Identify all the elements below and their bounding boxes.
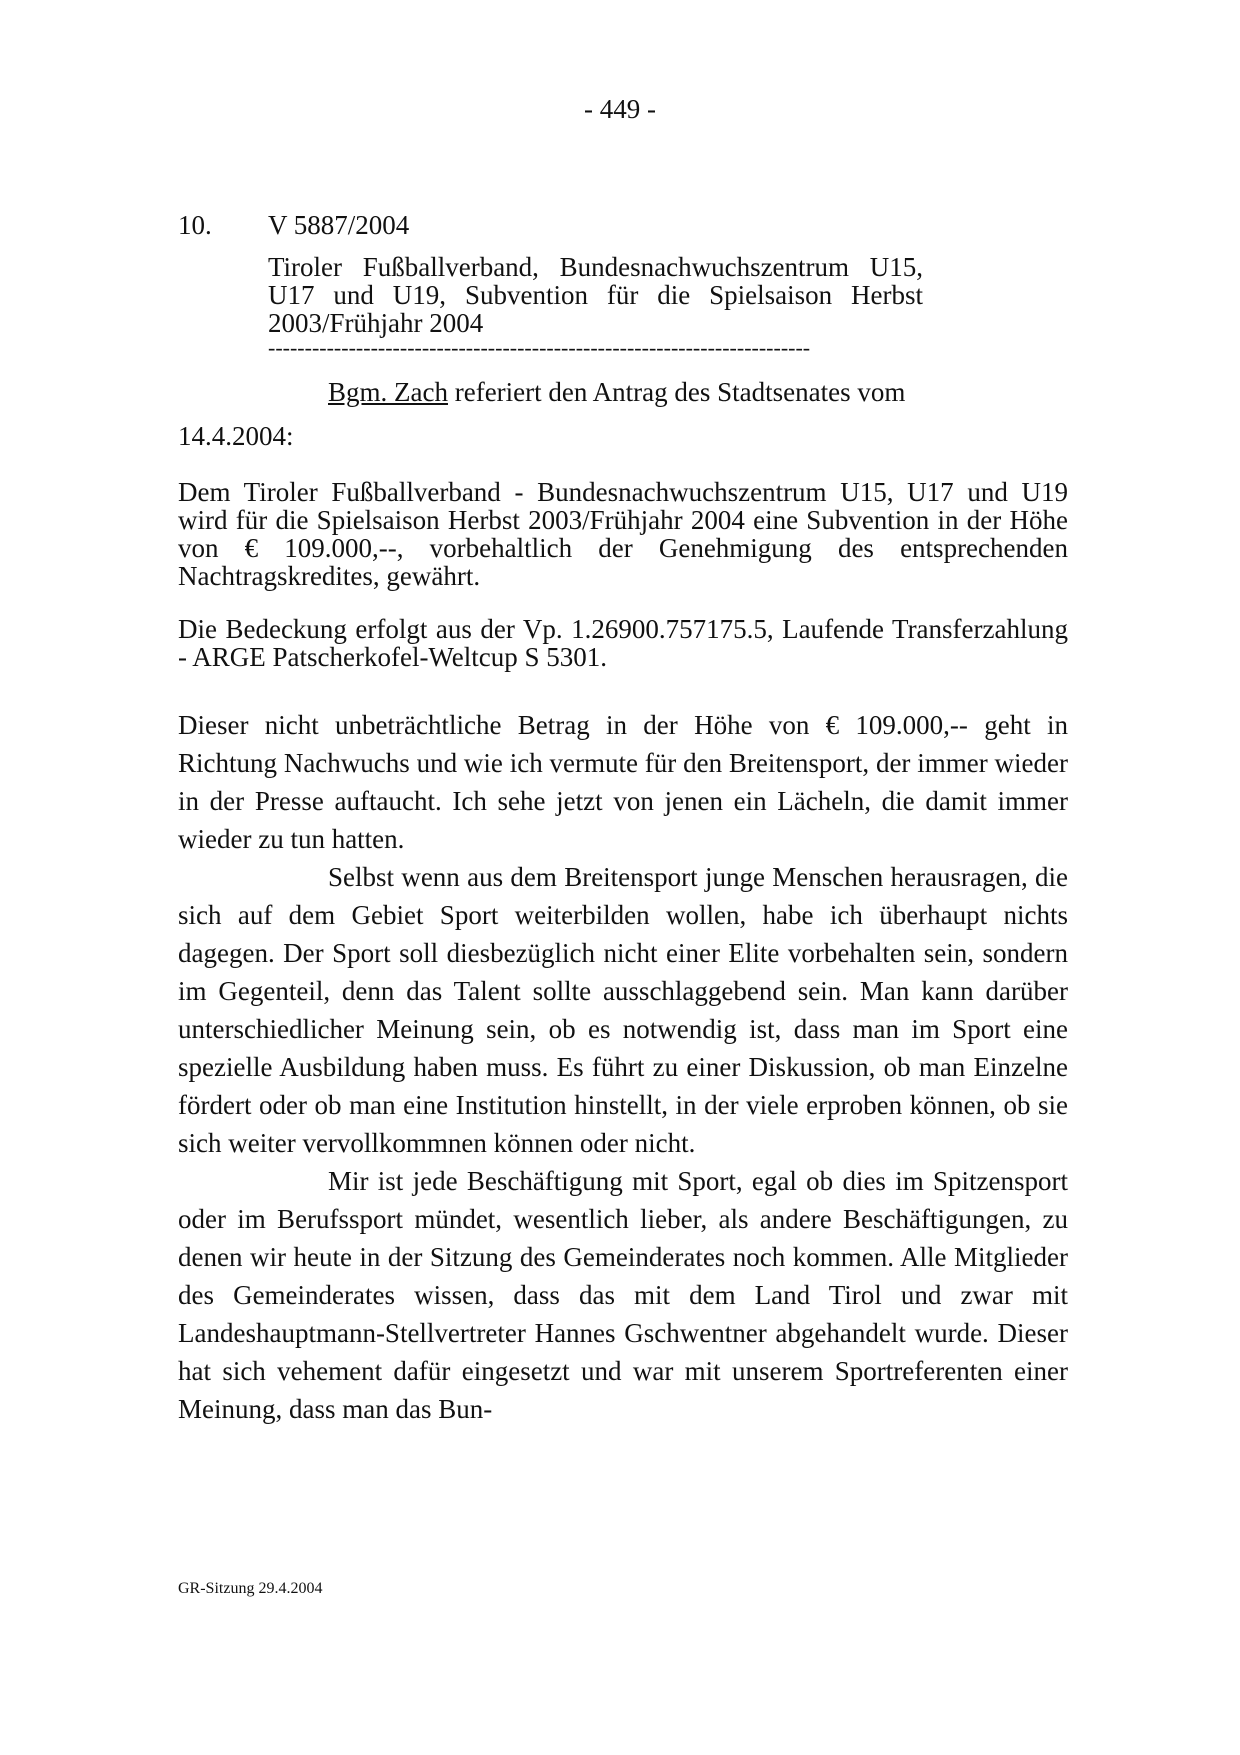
footer-session-label: GR-Sitzung 29.4.2004 bbox=[178, 1580, 323, 1597]
speech-text bbox=[178, 706, 1068, 1428]
agenda-item-code: V 5887/2004 bbox=[268, 210, 410, 240]
motion-paragraph: Dem Tiroler Fußballverband - Bundesnachwuchszentrum U15, U17 und U19 wird für die Spielsaison Herbst 2003/Frühjahr 2004 eine Subvention in der Höhe von € 109.000,--, vorbehaltlich der Genehmigung des entsprechenden Nachtragskredites, gewährt. bbox=[178, 477, 1068, 591]
intro-text: referiert den Antrag des Stadtsenates vom bbox=[447, 377, 906, 407]
motion-date: 14.4.2004: bbox=[178, 421, 294, 451]
divider-line: -------------------------------------------------------------------------- bbox=[268, 338, 811, 358]
speech-paragraph: Selbst wenn aus dem Breitensport junge Menschen herausragen, die sich auf dem Gebiet Sport weiterbilden wollen, habe ich überhaupt nichts dagegen. Der Sport soll diesbezüglich nicht einer Elite vorbehalten sein, sondern im Gegenteil, denn das Talent sollte ausschlaggebend sein. Man kann darüber unterschiedlicher Meinung sein, ob es notwendig ist, dass man im Sport eine spezielle Ausbildung haben muss. Es führt zu einer Diskussion, ob man Einzelne fördert oder ob man eine Institution hinstellt, in der viele erproben können, ob sie sich weiter vervollkommnen können oder nicht. bbox=[178, 862, 1068, 1158]
agenda-item-number: 10. bbox=[178, 210, 212, 240]
motion-intro bbox=[178, 370, 1068, 458]
intro-line bbox=[178, 370, 1068, 414]
motion-paragraph: Die Bedeckung erfolgt aus der Vp. 1.26900.757175.5, Laufende Transferzahlung - ARGE Patscherkofel-Weltcup S 5301. bbox=[178, 614, 1068, 672]
agenda-item-subject: Tiroler Fußballverband, Bundesnachwuchszentrum U15, U17 und U19, Subvention für die Spielsaison Herbst 2003/Frühjahr 2004 bbox=[268, 252, 923, 338]
speech-paragraph: Dieser nicht unbeträchtliche Betrag in der Höhe von € 109.000,-- geht in Richtung Nachwuchs und wie ich vermute für den Breitensport, der immer wieder in der Presse auftaucht. Ich sehe jetzt von jenen ein Lächeln, die damit immer wieder zu tun hatten. bbox=[178, 710, 1068, 854]
page-number: - 449 - bbox=[584, 94, 656, 124]
speaker-name: Bgm. Zach bbox=[328, 377, 448, 407]
motion-text bbox=[178, 478, 1068, 696]
speech-paragraph: Mir ist jede Beschäftigung mit Sport, egal ob dies im Spitzensport oder im Berufssport mündet, wesentlich lieber, als andere Beschäftigungen, zu denen wir heute in der Sitzung des Gemeinderates noch kommen. Alle Mitglieder des Gemeinderates wissen, dass das mit dem Land Tirol und zwar mit Landeshauptmann-Stellvertreter Hannes Gschwentner abgehandelt wurde. Dieser hat sich vehement dafür eingesetzt und war mit unserem Sportreferenten einer Meinung, dass man das Bun- bbox=[178, 1166, 1068, 1424]
